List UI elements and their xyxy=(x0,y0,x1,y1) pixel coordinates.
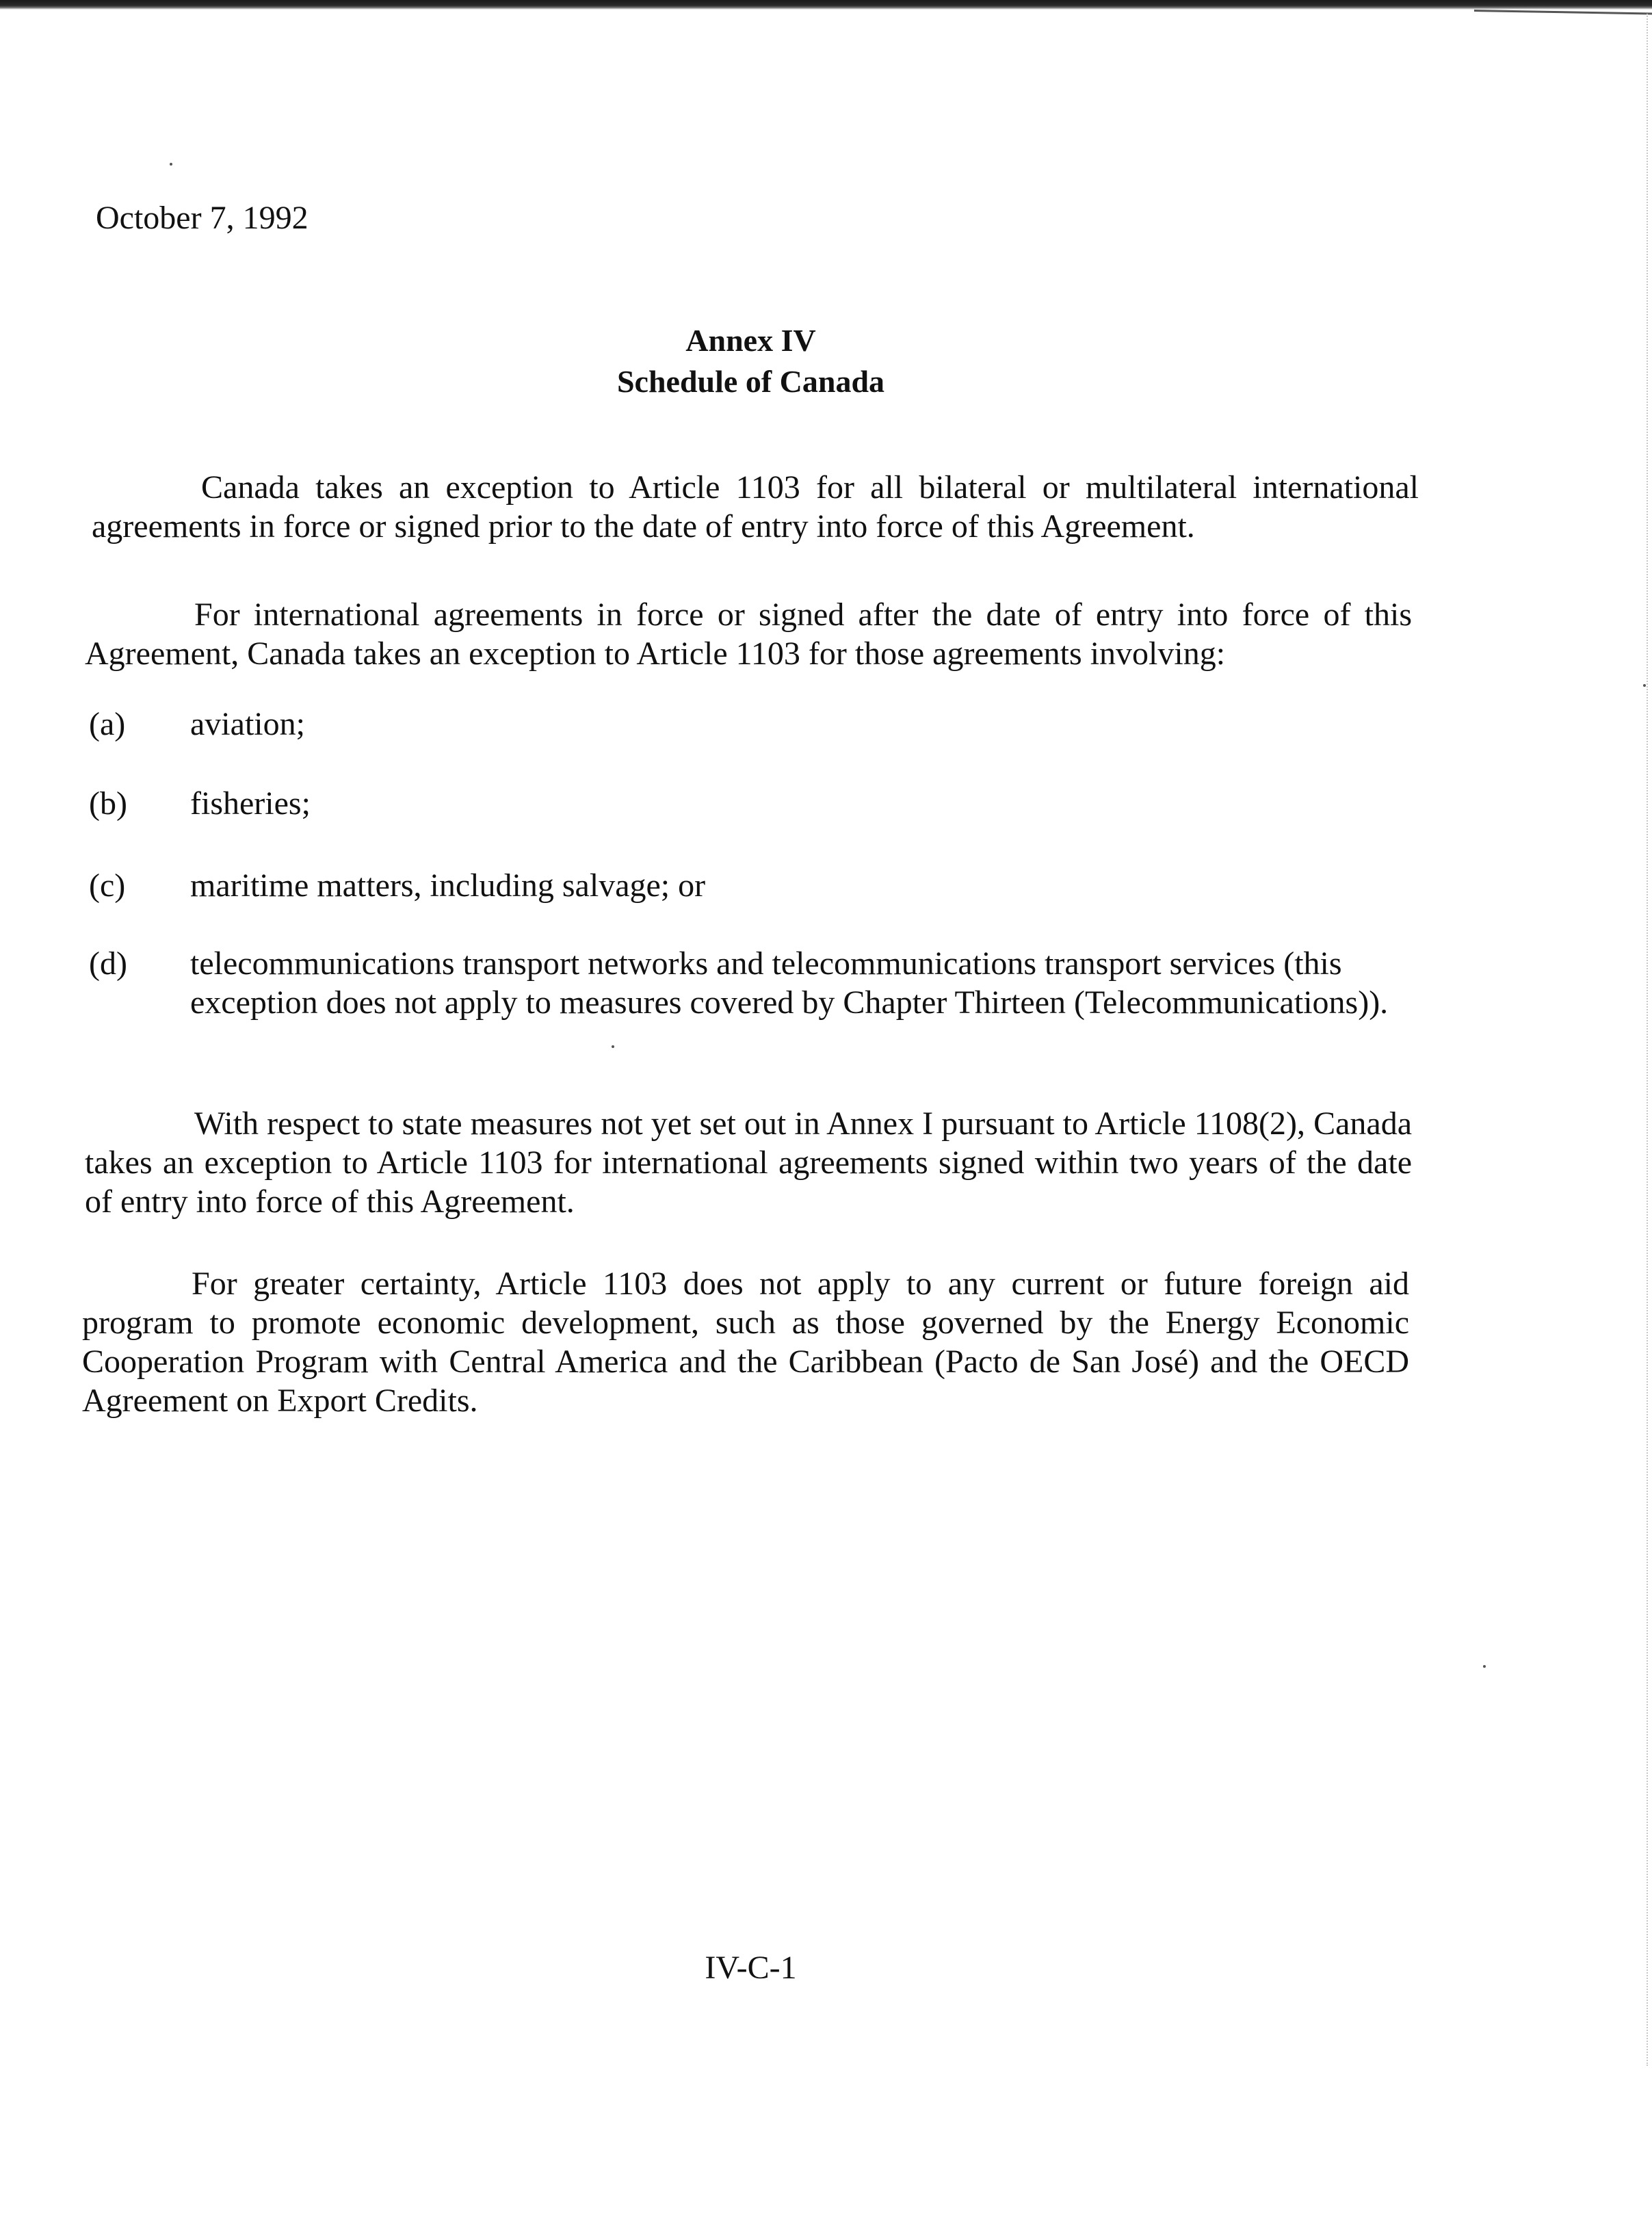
scan-speck xyxy=(1643,684,1646,687)
list-item-text: aviation; xyxy=(190,706,305,742)
list-item-text: telecommunications transport networks and telecommunications transport services (this exception does not apply to measures covered by Chapter Thirteen (Telecommunications)). xyxy=(190,945,1389,1021)
list-item-marker: (a) xyxy=(89,706,126,742)
annex-subtitle: Schedule of Canada xyxy=(616,364,885,399)
list-item-text: fisheries; xyxy=(190,785,311,822)
paragraph-future-agreements: For international agreements in force or signed after the date of entry into force of this Agreement, Canada takes an exception to Article 1103 for those agreements involving: xyxy=(85,597,1412,672)
paragraph-prior-agreements: Canada takes an exception to Article 1103 for all bilateral or multilateral international agreements in force or signed prior to the date of entry into force of this Agreement. xyxy=(92,469,1419,545)
scan-top-right-edge xyxy=(1474,10,1652,36)
scan-speck xyxy=(170,163,172,166)
list-item-marker: (b) xyxy=(89,785,127,822)
annex-title: Annex IV xyxy=(685,323,816,358)
document-date: October 7, 1992 xyxy=(96,200,309,236)
list-item-text: maritime matters, including salvage; or xyxy=(190,867,706,904)
paragraph-greater-certainty: For greater certainty, Article 1103 does not apply to any current or future foreign aid program to promote economic development, such as those governed by the Energy Economic Cooperation Program with Central America and the Caribbean (Pacto de San José) and the OECD Agreement on Export Credits. xyxy=(82,1266,1409,1419)
scan-top-edge xyxy=(0,0,1652,10)
page-number: IV-C-1 xyxy=(705,1950,797,1986)
scan-speck xyxy=(612,1045,614,1048)
paragraph-state-measures: With respect to state measures not yet set out in Annex I pursuant to Article 1108(2), Canada takes an exception to Article 1103 for international agreements signed within two years of the date of entry into force of this Agreement. xyxy=(85,1105,1412,1220)
scan-speck xyxy=(1483,1665,1486,1668)
list-item-marker: (c) xyxy=(89,867,126,904)
list-item-marker: (d) xyxy=(89,945,127,982)
scan-right-edge xyxy=(1644,14,1648,2066)
